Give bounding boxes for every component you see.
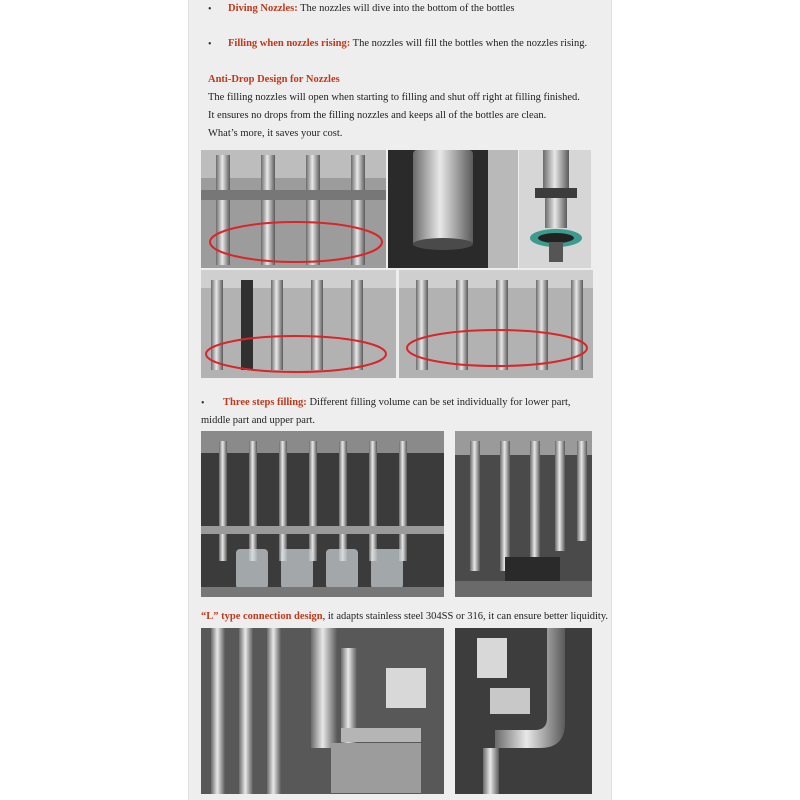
bullet: • — [208, 4, 212, 15]
three-steps-line-2: middle part and upper part. — [201, 415, 316, 426]
filling-rising-text: The nozzles will fill the bottles when the nozzles rising. — [350, 38, 588, 49]
anti-drop-line-2: It ensures no drops from the filling nozzles and keeps all of the bottles are clean. — [208, 110, 547, 121]
photo-nozzle-row — [201, 270, 593, 378]
anti-drop-title: Anti-Drop Design for Nozzles — [208, 74, 340, 85]
three-steps-line-1 — [223, 397, 571, 408]
l-type-line — [201, 611, 608, 622]
l-type-text: , it adapts stainless steel 304SS or 316, it can ensure better liquidity. — [322, 611, 609, 622]
diving-nozzles-text: The nozzles will dive into the bottom of the bottles — [297, 3, 515, 14]
diving-nozzles-line — [228, 3, 514, 14]
diving-nozzles-title: Diving Nozzles: — [228, 3, 298, 14]
filling-rising-line — [228, 38, 587, 49]
photo-filling-machine — [201, 431, 444, 597]
three-steps-text-1: Different filling volume can be set individually for lower part, — [306, 397, 571, 408]
bullet: • — [208, 39, 212, 50]
photo-single-nozzle — [388, 150, 518, 268]
photo-filling-heads — [455, 431, 592, 597]
l-type-title: “L” type connection design — [201, 611, 323, 622]
three-steps-title: Three steps filling: — [223, 397, 307, 408]
photo-nozzle-seal — [519, 150, 591, 268]
bullet: • — [201, 398, 205, 409]
filling-rising-title: Filling when nozzles rising: — [228, 38, 351, 49]
photo-l-type-connections — [201, 628, 444, 794]
photo-l-type-closeup — [455, 628, 592, 794]
photo-nozzles-closeup — [201, 150, 386, 268]
anti-drop-line-3: What’s more, it saves your cost. — [208, 128, 343, 139]
anti-drop-line-1: The filling nozzles will open when starting to filling and shut off right at filling finished. — [208, 92, 580, 103]
